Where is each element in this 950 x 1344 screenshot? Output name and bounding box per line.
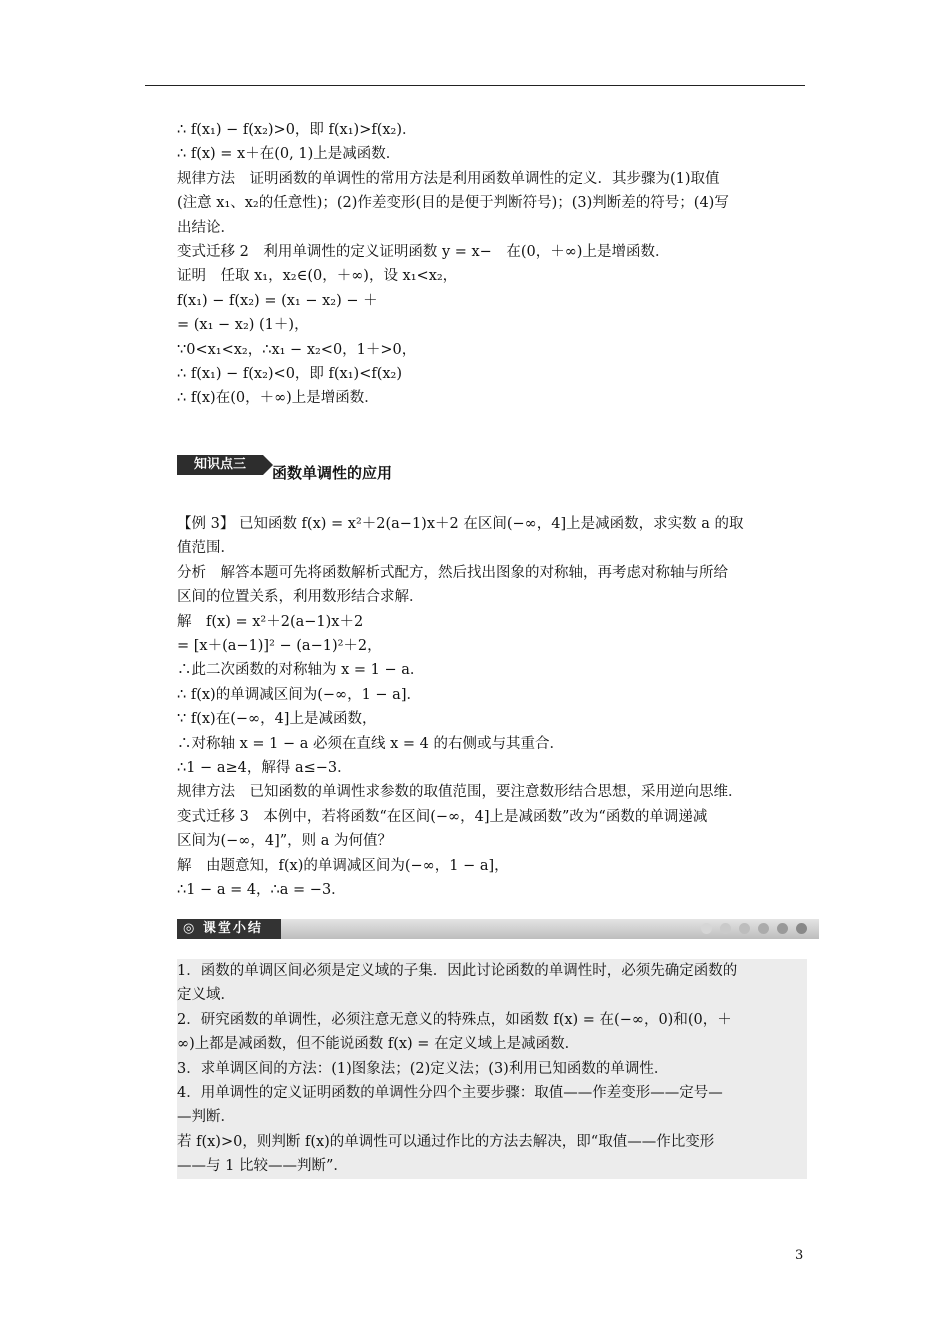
section-title: 函数单调性的应用 bbox=[272, 464, 393, 482]
text-line: 1．函数的单调区间必须是定义域的子集．因此讨论函数的单调性时，必须先确定函数的 bbox=[177, 963, 738, 979]
text-line: ∵ f(x)在(−∞，4]上是减函数， bbox=[177, 711, 377, 728]
text-line: 分析 解答本题可先将函数解析式配方，然后找出图象的对称轴，再考虑对称轴与所给 bbox=[177, 564, 728, 581]
dot-icon bbox=[720, 923, 731, 934]
text-line: 若 f(x)>0，则判断 f(x)的单调性可以通过作比的方法去解决，即“取值——作比变形 bbox=[177, 1133, 715, 1150]
text-line: 规律方法 证明函数的单调性的常用方法是利用函数单调性的定义．其步骤为(1)取值 bbox=[177, 170, 720, 187]
text-line: 【例 3】 已知函数 f(x) = x²＋2(a−1)x＋2 在区间(−∞，4]上是减函数，求实数 a 的取 bbox=[177, 516, 744, 532]
text-line: 规律方法 已知函数的单调性求参数的取值范围，要注意数形结合思想，采用逆向思维． bbox=[177, 784, 743, 801]
section-tag: 知识点三 bbox=[177, 455, 263, 475]
text-line: f(x₁) − f(x₂) = (x₁ − x₂) − ＋ bbox=[177, 292, 378, 309]
text-line: = [x＋(a−1)]² − (a−1)²＋2， bbox=[177, 638, 382, 655]
text-line: ∴ f(x) = x＋在(0, 1)上是减函数． bbox=[177, 146, 401, 163]
summary-box bbox=[177, 959, 807, 1179]
text-line: 区间的位置关系，利用数形结合求解． bbox=[177, 589, 424, 606]
example-3 bbox=[177, 512, 807, 903]
text-line: 4．用单调性的定义证明函数的单调性分四个主要步骤：取值——作差变形——定号— bbox=[177, 1085, 723, 1102]
text-line: ∴对称轴 x = 1 − a 必须在直线 x = 4 的右侧或与其重合． bbox=[177, 735, 564, 752]
text-line: ∴ f(x)在(0，＋∞)上是增函数． bbox=[177, 390, 379, 407]
text-line: 区间为(−∞，4]”，则 a 为何值？ bbox=[177, 833, 393, 850]
text-line: 变式迁移 2 利用单调性的定义证明函数 y = x− 在(0，＋∞)上是增函数． bbox=[177, 244, 670, 261]
text-line: ∴此二次函数的对称轴为 x = 1 − a． bbox=[177, 662, 425, 679]
text-line: ∴ f(x)的单调减区间为(−∞，1 − a]． bbox=[177, 686, 421, 703]
text-line: 2．研究函数的单调性，必须注意无意义的特殊点，如函数 f(x) = 在(−∞，0)和(0，＋ bbox=[177, 1011, 732, 1028]
text-line: (注意 x₁、x₂的任意性)；(2)作差变形(目的是便于判断符号)；(3)判断差的符号；(4)写 bbox=[177, 195, 729, 212]
text-line: ∵0<x₁<x₂，∴x₁ − x₂<0，1＋>0， bbox=[177, 341, 417, 358]
text-line: 出结论． bbox=[177, 219, 235, 236]
text-line: 3．求单调区间的方法：(1)图象法；(2)定义法；(3)利用已知函数的单调性． bbox=[177, 1060, 669, 1077]
dot-icon bbox=[796, 923, 807, 934]
text-line: ∴ f(x₁) − f(x₂)>0，即 f(x₁)>f(x₂)． bbox=[177, 122, 417, 138]
decorative-dots bbox=[701, 923, 807, 934]
text-line: ∴1 − a≥4，解得 a≤−3． bbox=[177, 760, 352, 777]
text-line: 变式迁移 3 本例中，若将函数“在区间(−∞，4]上是减函数”改为“函数的单调递减 bbox=[177, 808, 708, 825]
text-line: 值范围． bbox=[177, 540, 235, 557]
text-line: 证明 任取 x₁，x₂∈(0，＋∞)，设 x₁<x₂， bbox=[177, 268, 458, 285]
page-number: 3 bbox=[795, 1248, 804, 1263]
summary-bar-label: ◎ 课堂小结 bbox=[177, 919, 281, 939]
proof-continuation bbox=[177, 118, 807, 411]
text-line: ∴ f(x₁) − f(x₂)<0，即 f(x₁)<f(x₂) bbox=[177, 366, 403, 383]
text-line: ——与 1 比较——判断”． bbox=[177, 1158, 348, 1175]
text-line: ∞)上都是减函数，但不能说函数 f(x) = 在定义域上是减函数． bbox=[177, 1036, 580, 1053]
dot-icon bbox=[701, 923, 712, 934]
header-rule bbox=[145, 85, 805, 86]
summary-bar bbox=[177, 919, 819, 939]
text-line: 定义域． bbox=[177, 987, 235, 1004]
dot-icon bbox=[777, 923, 788, 934]
text-line: ∴1 − a = 4，∴a = −3． bbox=[177, 882, 346, 899]
text-line: 解 由题意知，f(x)的单调减区间为(−∞，1 − a]， bbox=[177, 857, 509, 874]
text-line: = (x₁ − x₂) (1＋)， bbox=[177, 317, 309, 334]
text-line: 解 f(x) = x²＋2(a−1)x＋2 bbox=[177, 613, 364, 630]
text-line: —判断． bbox=[177, 1109, 235, 1126]
dot-icon bbox=[739, 923, 750, 934]
dot-icon bbox=[758, 923, 769, 934]
